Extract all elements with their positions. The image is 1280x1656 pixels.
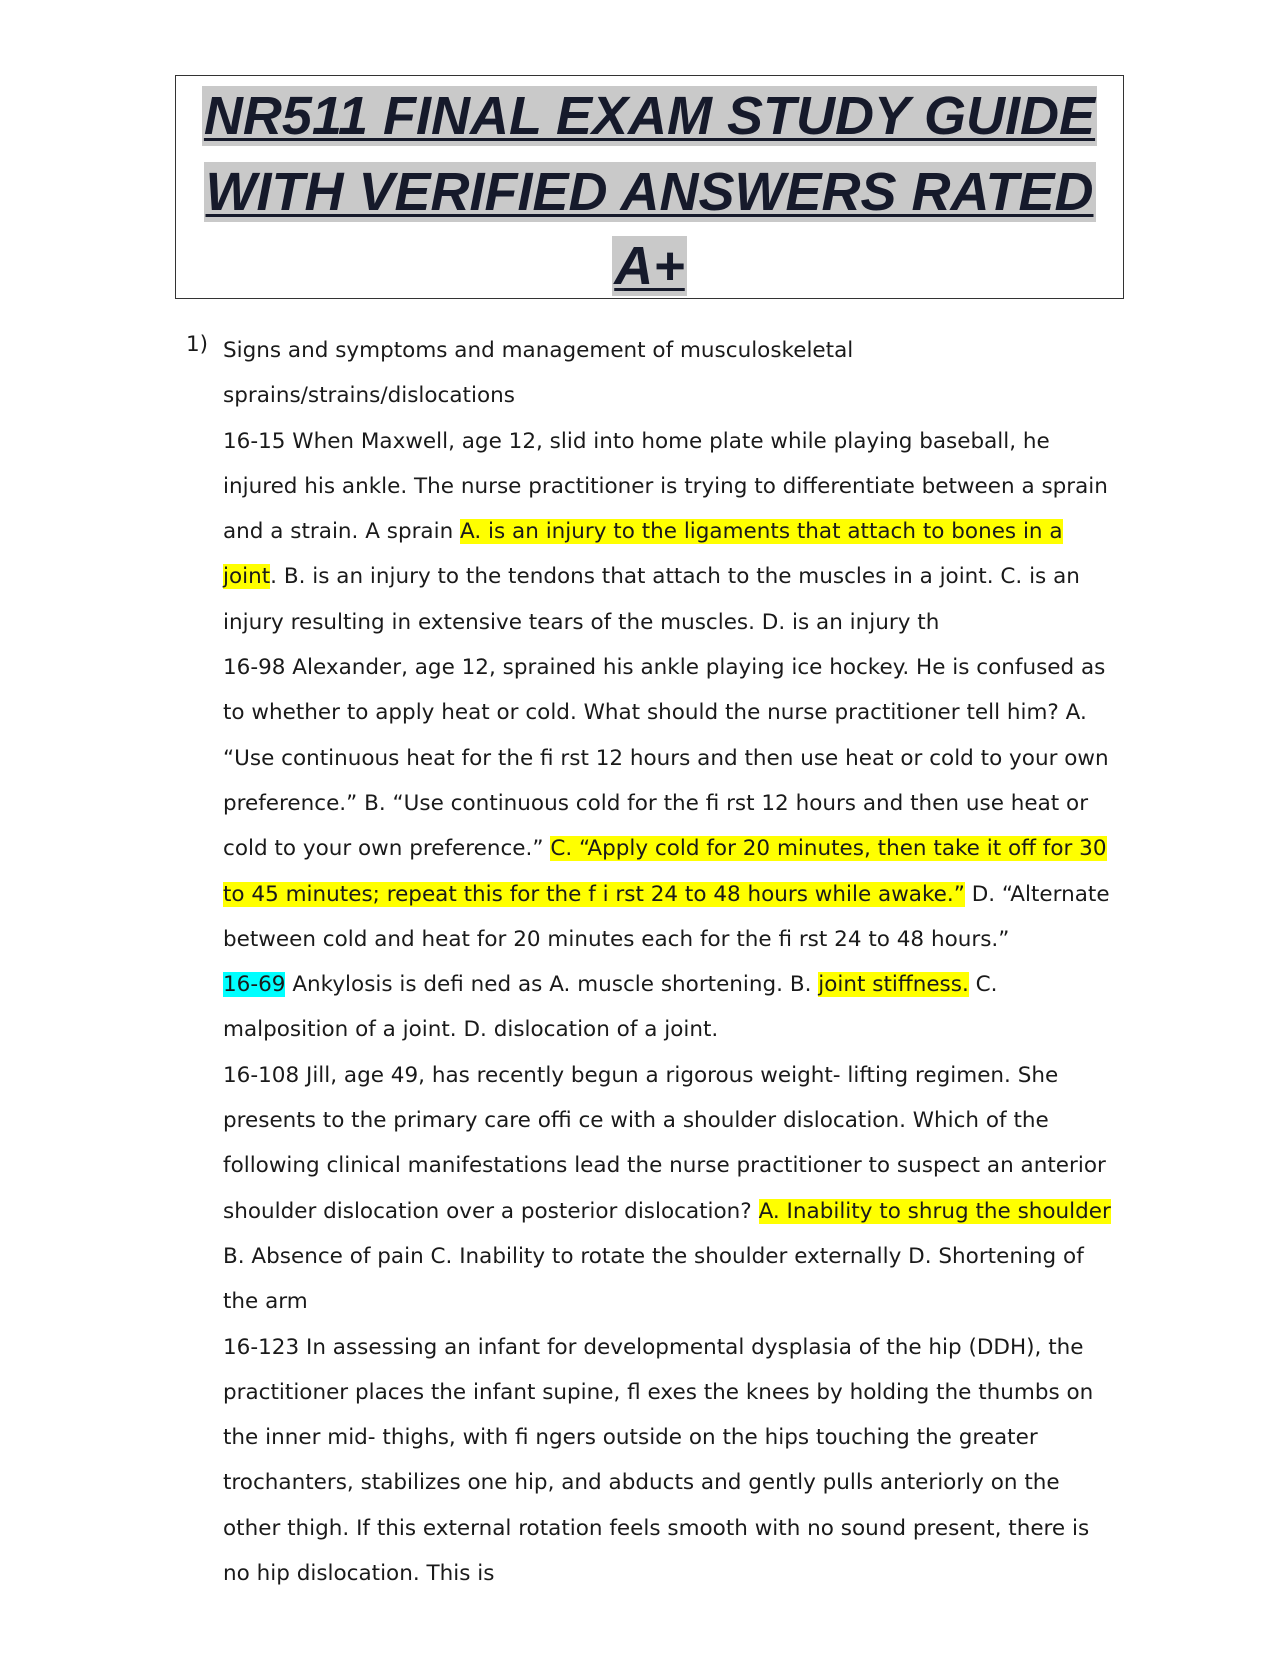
highlighted-answer: joint stiffness. <box>818 972 969 998</box>
list-item-number: 1) <box>186 332 209 357</box>
highlighted-question-code: 16-69 <box>223 972 286 998</box>
question-16-108: 16-108 Jill, age 49, has recently begun a rigorous weight- lifting regimen. She presents to the primary care offi ce with a shoulder dislocation. Which of the following clinical manifestations lead the nurse practitioner to suspect an anterior shoulder dislocation over a posterior dislocation? A. Inability to shrug the shoulder B. Absence of pain C. Inability to rotate the shoulder externally D. Shortening of the arm <box>223 1062 1111 1315</box>
list-item-body <box>223 328 1118 1596</box>
question-16-69: 16-69 Ankylosis is defi ned as A. muscle shortening. B. joint stiffness. C. malposition of a joint. D. dislocation of a joint. <box>223 972 998 1043</box>
highlighted-answer: A. Inability to shrug the shoulder <box>758 1198 1111 1224</box>
question-16-15: 16-15 When Maxwell, age 12, slid into home plate while playing baseball, he injured his ankle. The nurse practitioner is trying to differentiate between a sprain and a strain. A sprain A. is an injury to the ligaments that attach to bones in a joint. B. is an injury to the tendons that attach to the muscles in a joint. C. is an injury resulting in extensive tears of the muscles. D. is an injury th <box>223 428 1108 635</box>
title-line-3: A+ <box>614 236 685 296</box>
title-box <box>175 75 1124 299</box>
highlighted-answer: A. is an injury to the ligaments that attach to bones in a joint <box>223 519 1063 590</box>
question-16-123: 16-123 In assessing an infant for developmental dysplasia of the hip (DDH), the practitioner places the infant supine, fl exes the knees by holding the thumbs on the inner mid- thighs, with fi ngers outside on the hips touching the greater trochanters, stabilizes one hip, and abducts and gently pulls anteriorly on the other thigh. If this external rotation feels smooth with no sound present, there is no hip dislocation. This is <box>223 1334 1094 1587</box>
highlighted-answer: C. “Apply cold for 20 minutes, then take it off for 30 to 45 minutes; repeat this for the f i rst 24 to 48 hours while awake.” <box>223 836 1107 907</box>
question-16-98: 16-98 Alexander, age 12, sprained his ankle playing ice hockey. He is confused as to whether to apply heat or cold. What should the nurse practitioner tell him? A. “Use continuous heat for the fi rst 12 hours and then use heat or cold to your own preference.” B. “Use continuous cold for the fi rst 12 hours and then use heat or cold to your own preference.” C. “Apply cold for 20 minutes, then take it off for 30 to 45 minutes; repeat this for the f i rst 24 to 48 hours while awake.” D. “Alternate between cold and heat for 20 minutes each for the fi rst 24 to 48 hours.” <box>223 655 1110 952</box>
title-line-2: WITH VERIFIED ANSWERS RATED <box>205 162 1094 222</box>
item-heading: Signs and symptoms and management of musculoskeletal sprains/strains/dislocations <box>223 338 854 409</box>
title-line-1: NR511 FINAL EXAM STUDY GUIDE <box>203 86 1096 146</box>
